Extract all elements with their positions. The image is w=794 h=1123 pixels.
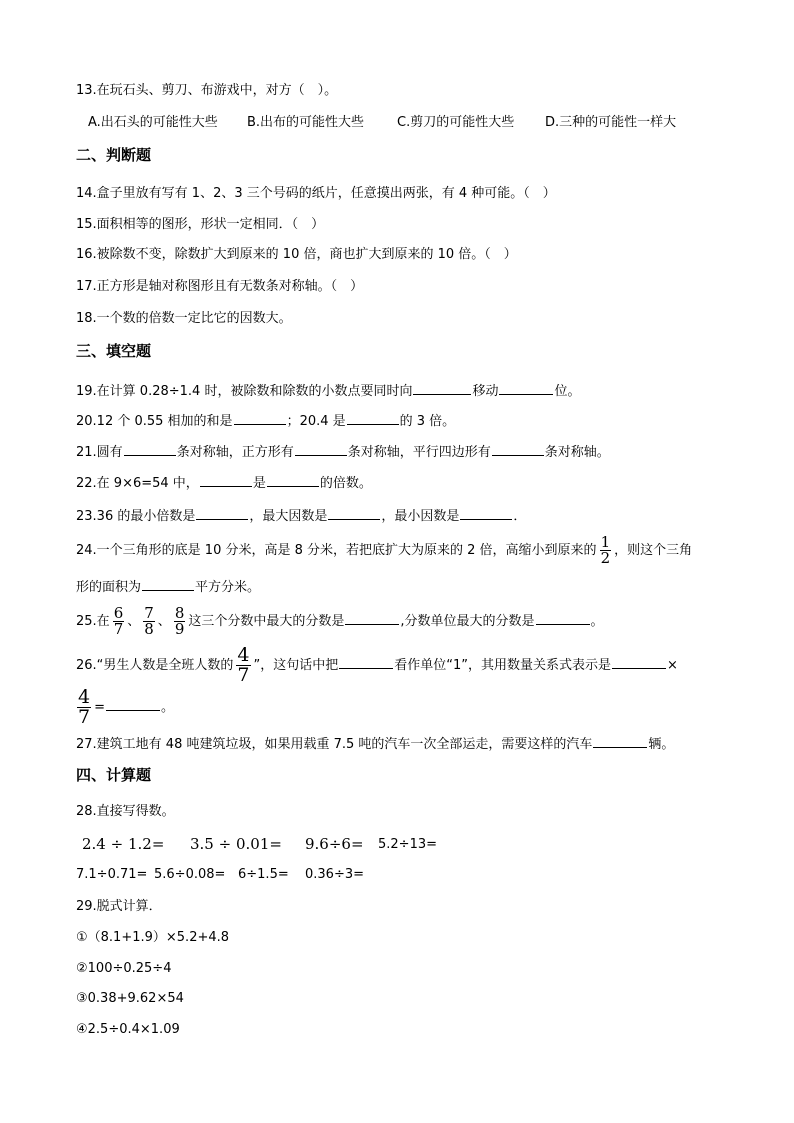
- q26-frac2-num: 4: [78, 686, 91, 708]
- q25-blank-2[interactable]: [536, 611, 590, 625]
- q13-option-b: B.出布的可能性大些: [247, 115, 365, 130]
- q26-fraction: [236, 646, 250, 685]
- q18: 18.一个数的倍数一定比它的因数大。: [76, 311, 292, 326]
- q26-frac2-den: 7: [78, 706, 91, 728]
- q21-text-b: 条对称轴，正方形有: [176, 445, 294, 460]
- q25: [76, 606, 604, 637]
- q20-text-a: 20.12 个 0.55 相加的和是: [76, 414, 233, 429]
- q15: 15.面积相等的图形，形状一定相同．（ ）: [76, 217, 325, 232]
- q28-item-5: 7.1÷0.71=: [76, 867, 148, 882]
- q13-stem: 13.在玩石头、剪刀、布游戏中，对方（ ）。: [76, 83, 338, 98]
- q13-option-c: C.剪刀的可能性大些: [397, 115, 515, 130]
- q24-blank-1[interactable]: [142, 577, 194, 591]
- q22-text-b: 是: [252, 476, 266, 491]
- q19-text-b: 移动: [472, 384, 499, 399]
- q21: [76, 442, 610, 462]
- q26-blank-3[interactable]: [106, 697, 160, 711]
- q24-line-2: [76, 577, 260, 597]
- q23-blank-2[interactable]: [328, 506, 380, 520]
- q24-text-d: 平方分米。: [195, 580, 261, 595]
- q23: [76, 506, 526, 526]
- q17: 17.正方形是轴对称图形且有无数条对称轴。（ ）: [76, 279, 364, 294]
- q21-text-d: 条对称轴。: [544, 445, 610, 460]
- q25-text-b: 这三个分数中最大的分数是: [188, 614, 345, 629]
- q28-item-6: 5.6÷0.08=: [154, 867, 226, 882]
- q20-blank-1[interactable]: [234, 411, 286, 425]
- q28-item-2: 3.5 ÷ 0.01=: [190, 835, 282, 853]
- q19: [76, 381, 580, 401]
- q25-text-c: ,分数单位最大的分数是: [400, 614, 535, 629]
- q26-text-d: ×: [667, 658, 678, 673]
- q23-text-c: ，最小因数是: [381, 509, 460, 524]
- q24-line-1: [76, 535, 692, 566]
- section-heading-fill-blank: 三、填空题: [76, 342, 152, 360]
- q26-text-e: =: [94, 700, 105, 715]
- q13-option-a: A.出石头的可能性大些: [88, 115, 218, 130]
- q26-text-c: 看作单位“1”，其用数量关系式表示是: [394, 658, 612, 673]
- q23-blank-1[interactable]: [196, 506, 248, 520]
- q26-text-b: ”，这句话中把: [253, 658, 339, 673]
- q28-item-3: 9.6÷6=: [305, 835, 364, 853]
- q29-item-3: ③0.38+9.62×54: [76, 991, 184, 1006]
- section-heading-calculation: 四、计算题: [76, 766, 152, 784]
- q20-blank-2[interactable]: [347, 411, 399, 425]
- q25-frac1-num: 6: [113, 604, 124, 622]
- q25-frac3-den: 9: [174, 620, 185, 638]
- q23-text-b: ，最大因数是: [249, 509, 328, 524]
- q24-text-c: 形的面积为: [76, 580, 142, 595]
- q24-fraction: [600, 535, 612, 566]
- q22-text-a: 22.在 9×6=54 中，: [76, 476, 199, 491]
- q25-fraction-3: [174, 606, 186, 637]
- q25-frac1-den: 7: [113, 620, 124, 638]
- q24-frac-den: 2: [600, 549, 611, 567]
- q19-blank-2[interactable]: [499, 381, 553, 395]
- q19-text-a: 19.在计算 0.28÷1.4 时，被除数和除数的小数点要同时向: [76, 384, 413, 399]
- q29-stem: 29.脱式计算．: [76, 899, 162, 914]
- q27: [76, 734, 674, 754]
- q26-frac-num: 4: [237, 644, 250, 666]
- section-heading-judgement: 二、判断题: [76, 146, 152, 164]
- q28-item-1: 2.4 ÷ 1.2=: [82, 835, 165, 853]
- q23-blank-3[interactable]: [460, 506, 512, 520]
- q21-blank-2[interactable]: [295, 442, 347, 456]
- q26-text-f: 。: [161, 700, 175, 715]
- q27-text-a: 27.建筑工地有 48 吨建筑垃圾，如果用载重 7.5 吨的汽车一次全部运走，需要这样的汽车: [76, 737, 593, 752]
- q26-blank-2[interactable]: [612, 655, 666, 669]
- q28-item-4: 5.2÷13=: [378, 837, 438, 852]
- q14: 14.盒子里放有写有 1、2、3 三个号码的纸片，任意摸出两张，有 4 种可能。（ ）: [76, 186, 556, 201]
- q19-text-c: 位。: [554, 384, 581, 399]
- q26-frac-den: 7: [237, 664, 250, 686]
- q24-frac-num: 1: [600, 533, 611, 551]
- q26-line-1: [76, 646, 678, 685]
- q26-fraction-2: [77, 688, 91, 727]
- q25-fraction-2: [143, 606, 155, 637]
- q19-blank-1[interactable]: [413, 381, 471, 395]
- q29-item-2: ②100÷0.25÷4: [76, 961, 172, 976]
- q27-blank-1[interactable]: [593, 734, 647, 748]
- q25-sep-1: 、: [127, 614, 141, 629]
- q21-blank-3[interactable]: [492, 442, 544, 456]
- q20-text-b: ；20.4 是: [286, 414, 346, 429]
- q20: [76, 411, 455, 431]
- q22-blank-2[interactable]: [267, 473, 319, 487]
- q25-frac2-den: 8: [144, 620, 154, 638]
- q29-item-4: ④2.5÷0.4×1.09: [76, 1022, 180, 1037]
- q23-text-a: 23.36 的最小倍数是: [76, 509, 196, 524]
- q25-sep-2: 、: [157, 614, 171, 629]
- q25-text-d: 。: [590, 614, 604, 629]
- q28-stem: 28.直接写得数。: [76, 804, 175, 819]
- q21-text-c: 条对称轴，平行四边形有: [347, 445, 491, 460]
- q22-text-c: 的倍数。: [319, 476, 372, 491]
- q23-text-d: ．: [513, 509, 527, 524]
- q25-text-a: 25.在: [76, 614, 110, 629]
- q20-text-c: 的 3 倍。: [399, 414, 456, 429]
- q27-text-b: 辆。: [648, 737, 675, 752]
- q26-blank-1[interactable]: [339, 655, 393, 669]
- q28-item-7: 6÷1.5=: [238, 867, 289, 882]
- q28-item-8: 0.36÷3=: [305, 867, 365, 882]
- q25-frac2-num: 7: [144, 604, 154, 622]
- q29-item-1: ①（8.1+1.9）×5.2+4.8: [76, 930, 230, 945]
- q21-blank-1[interactable]: [124, 442, 176, 456]
- q25-frac3-num: 8: [174, 604, 185, 622]
- q16: 16.被除数不变，除数扩大到原来的 10 倍，商也扩大到原来的 10 倍。（ ）: [76, 247, 517, 262]
- q24-text-a: 24.一个三角形的底是 10 分米，高是 8 分米，若把底扩大为原来的 2 倍，高缩小到原来的: [76, 543, 597, 558]
- q25-blank-1[interactable]: [345, 611, 399, 625]
- q22: [76, 473, 372, 493]
- q24-text-b: ，则这个三角: [614, 543, 693, 558]
- q26-line-2: [74, 688, 174, 727]
- q13-option-d: D.三种的可能性一样大: [545, 115, 677, 130]
- q21-text-a: 21.圆有: [76, 445, 123, 460]
- q25-fraction-1: [113, 606, 125, 637]
- q22-blank-1[interactable]: [200, 473, 252, 487]
- q26-text-a: 26.“男生人数是全班人数的: [76, 658, 234, 673]
